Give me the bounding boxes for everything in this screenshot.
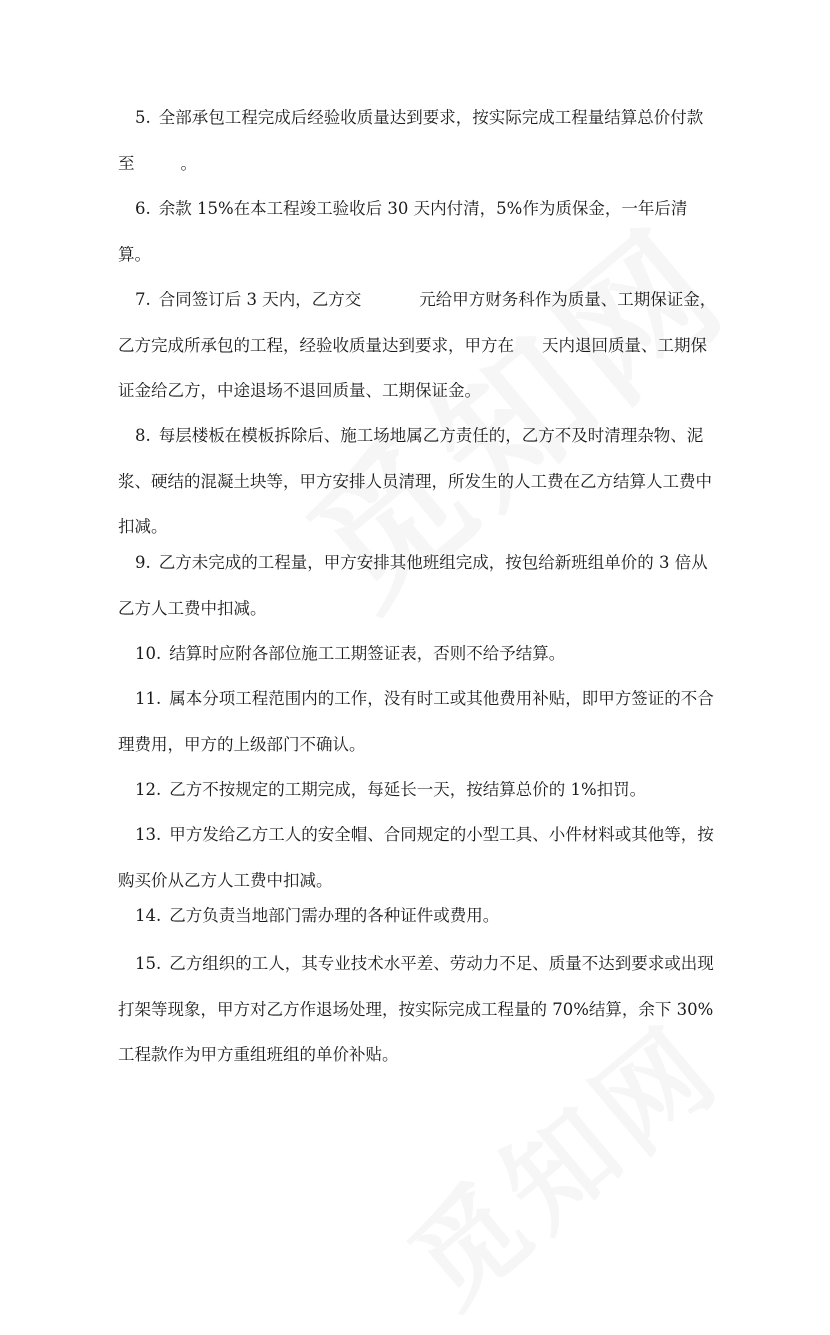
clause-6	[118, 186, 718, 277]
clause-text: 乙方组织的工人，其专业技术水平差、劳动力不足、质量不达到要求或出现打架等现象，甲方对乙方作退场处理，按实际完成工程量的 70%结算，余下 30%工程款作为甲方重组班组的单价补贴。	[118, 954, 714, 1064]
clause-number: 10.	[135, 644, 162, 663]
clause-number: 12.	[135, 780, 162, 799]
clause-10	[118, 631, 718, 677]
clause-text: 天内退回质量、工期保证金给乙方，中途退场不退回质量、工期保证金。	[118, 335, 707, 400]
clause-text: 元给甲方财务科作为质量、工期保证金，乙方完成所承包的工程，经验收质量达到要求，甲方在	[118, 290, 717, 355]
clause-text: 全部承包工程完成后经验收质量达到要求，按实际完成工程量结算总价付款至	[118, 108, 704, 173]
clause-text: 甲方发给乙方工人的安全帽、合同规定的小型工具、小件材料或其他等，按购买价从乙方人工费中扣减。	[118, 825, 714, 890]
clause-number: 15.	[135, 954, 162, 973]
clause-14	[118, 893, 718, 939]
clause-text: 结算时应附各部位施工工期签证表，否则不给予结算。	[169, 644, 566, 663]
clause-text: 乙方负责当地部门需办理的各种证件或费用。	[169, 906, 500, 925]
clause-number: 6.	[135, 199, 151, 218]
clause-text: 余款 15%在本工程竣工验收后 30 天内付清，5%作为质保金，一年后清算。	[118, 199, 688, 264]
clause-number: 14.	[135, 906, 162, 925]
clause-number: 9.	[135, 553, 151, 572]
clause-number: 5.	[135, 108, 151, 127]
clause-text: 合同签订后 3 天内，乙方交	[158, 290, 362, 309]
clause-11	[118, 676, 718, 767]
clause-13	[118, 812, 718, 903]
clause-5	[118, 95, 718, 186]
clause-number: 8.	[135, 426, 151, 445]
clause-7	[118, 277, 718, 414]
clause-number: 13.	[135, 825, 162, 844]
clause-text: 。	[180, 153, 197, 173]
clause-number: 7.	[135, 290, 151, 309]
clause-8	[118, 413, 718, 550]
clause-text: 乙方未完成的工程量，甲方安排其他班组完成，按包给新班组单价的 3 倍从乙方人工费中扣减。	[118, 553, 708, 618]
clause-12	[118, 767, 718, 813]
clause-text: 每层楼板在模板拆除后、施工场地属乙方责任的，乙方不及时清理杂物、泥浆、硬结的混凝土块等，甲方安排人员清理，所发生的人工费在乙方结算人工费中扣减。	[118, 426, 712, 536]
clause-15	[118, 941, 718, 1078]
clause-text: 乙方不按规定的工期完成，每延长一天，按结算总价的 1%扣罚。	[169, 780, 647, 799]
clause-9	[118, 540, 718, 631]
clause-number: 11.	[135, 689, 162, 708]
clause-text: 属本分项工程范围内的工作，没有时工或其他费用补贴，即甲方签证的不合理费用，甲方的上级部门不确认。	[118, 689, 714, 754]
